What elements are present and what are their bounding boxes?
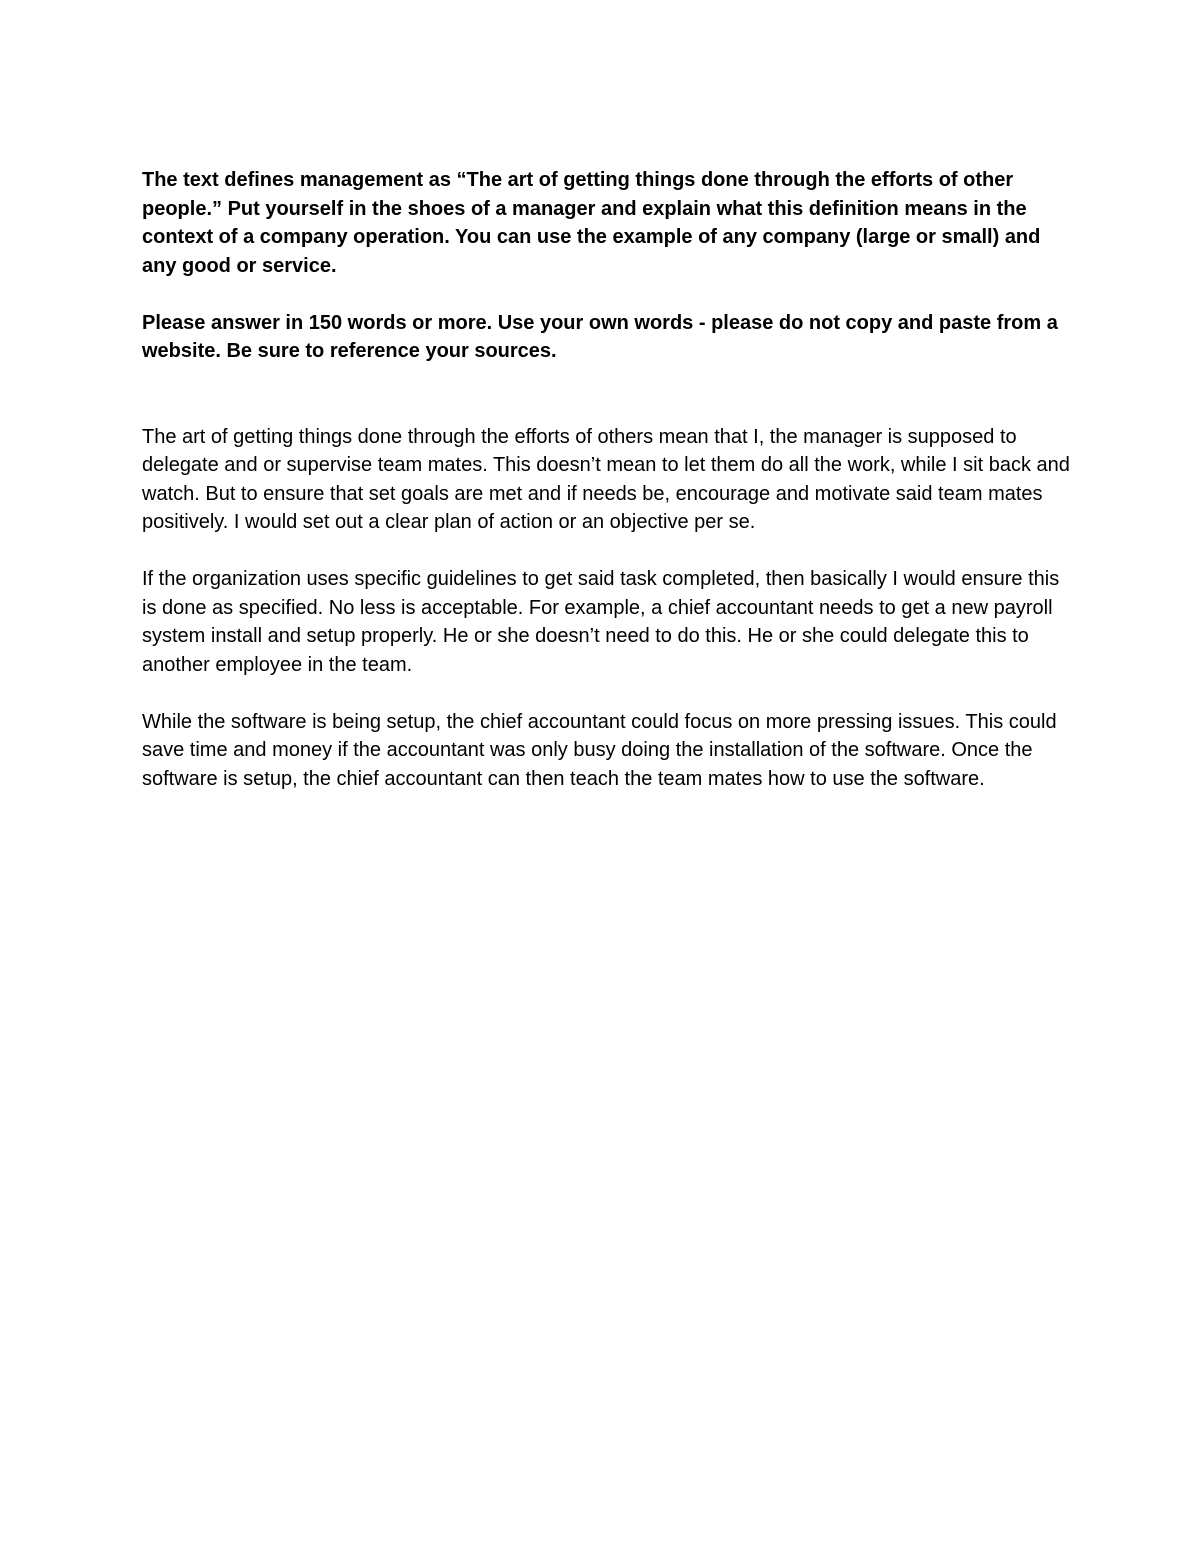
answer-paragraph: While the software is being setup, the chief accountant could focus on more pressing issues. This could save time and money if the accountant was only busy doing the installation of the software. Once the software is setup, the chief accountant can then teach the team mates how to use the software.: [142, 710, 1057, 790]
document-body: [142, 166, 1072, 793]
question-paragraph: The text defines management as “The art of getting things done through the efforts of other people.” Put yourself in the shoes of a manager and explain what this definition means in the context of a company operation. You can use the example of any company (large or small) and any good or service.: [142, 169, 1041, 277]
instructions-paragraph: Please answer in 150 words or more. Use your own words - please do not copy and paste from a website. Be sure to reference your sources.: [142, 311, 1058, 362]
answer-paragraph: The art of getting things done through the efforts of others mean that I, the manager is supposed to delegate and or supervise team mates. This doesn’t mean to let them do all the work, while I sit back and watch. But to ensure that set goals are met and if needs be, encourage and motivate said team mates positively. I would set out a clear plan of action or an objective per se.: [142, 425, 1070, 533]
answer-paragraph: If the organization uses specific guidelines to get said task completed, then basically I would ensure this is done as specified. No less is acceptable. For example, a chief accountant needs to get a new payroll system install and setup properly. He or she doesn’t need to do this. He or she could delegate this to another employee in the team.: [142, 568, 1060, 676]
